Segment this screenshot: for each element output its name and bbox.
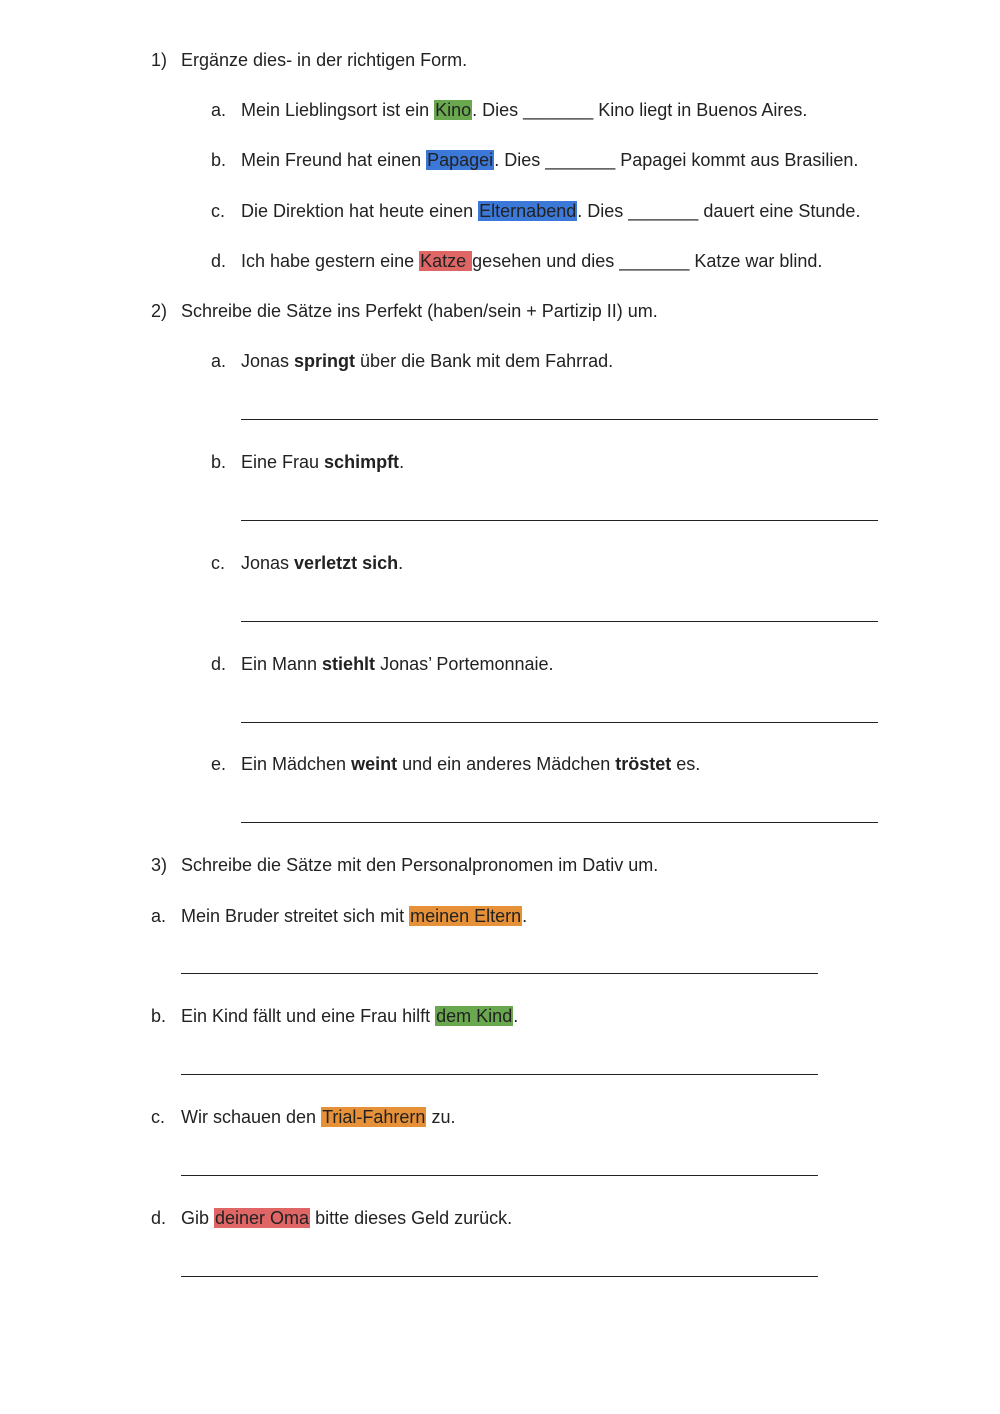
highlighted-term: Katze	[420, 251, 472, 271]
highlighted-term: Papagei	[427, 150, 494, 170]
section-3-item-c	[181, 1106, 455, 1128]
bold-verb: schimpft	[324, 452, 400, 472]
sentence-text: Eine Frau	[241, 452, 325, 472]
highlighted-term: deiner Oma	[215, 1208, 310, 1228]
highlighted-term: dem Kind	[436, 1006, 513, 1026]
section-1-item-c-letter: c.	[211, 201, 226, 221]
highlighted-term: Trial-Fahrern	[322, 1107, 426, 1127]
sentence-text: über die Bank mit dem Fahrrad.	[355, 351, 614, 371]
sentence-text: und ein anderes Mädchen	[397, 754, 616, 774]
answer-line-3c[interactable]	[181, 1175, 818, 1176]
section-3-instruction: Schreibe die Sätze mit den Personalpronomen im Dativ um.	[181, 855, 659, 875]
answer-line-2a[interactable]	[241, 419, 878, 420]
sentence-text: . Dies _______ Kino liegt in Buenos Aires.	[472, 100, 808, 120]
bold-verb: tröstet	[615, 754, 672, 774]
section-1-item-b-letter: b.	[211, 150, 227, 170]
sentence-text: .	[398, 553, 404, 573]
section-2-item-b-letter: b.	[211, 452, 227, 472]
highlighted-term: meinen Eltern	[410, 906, 522, 926]
section-1-item-a-letter: a.	[211, 100, 227, 120]
section-3-number: 3)	[151, 855, 168, 875]
section-3-item-d	[181, 1207, 512, 1229]
sentence-text: Mein Freund hat einen	[241, 150, 427, 170]
section-2-instruction: Schreibe die Sätze ins Perfekt (haben/sein + Partizip II) um.	[181, 301, 658, 321]
sentence-text: .	[522, 906, 528, 926]
section-1-item-d-letter: d.	[211, 251, 227, 271]
section-1-instruction: Ergänze dies- in der richtigen Form.	[181, 50, 468, 70]
section-3-item-d-letter: d.	[151, 1208, 167, 1228]
sentence-text: Mein Lieblingsort ist ein	[241, 100, 435, 120]
answer-line-3d[interactable]	[181, 1276, 818, 1277]
section-2-item-c-letter: c.	[211, 553, 226, 573]
answer-line-2d[interactable]	[241, 722, 878, 723]
bold-verb: springt	[294, 351, 356, 371]
answer-line-3b[interactable]	[181, 1074, 818, 1075]
sentence-text: . Dies _______ Papagei kommt aus Brasilien.	[494, 150, 859, 170]
sentence-text: .	[399, 452, 405, 472]
section-2-number: 2)	[151, 301, 168, 321]
section-1-item-b	[241, 149, 858, 171]
sentence-text: Jonas	[241, 351, 295, 371]
section-2-item-a-letter: a.	[211, 351, 227, 371]
bold-verb: weint	[351, 754, 398, 774]
section-1-item-c	[241, 200, 860, 222]
section-1-item-d	[241, 250, 822, 272]
sentence-text: zu.	[426, 1107, 456, 1127]
answer-line-2b[interactable]	[241, 520, 878, 521]
sentence-text: Jonas’ Portemonnaie.	[375, 654, 554, 674]
section-2-item-e-letter: e.	[211, 754, 227, 774]
section-3-item-b-letter: b.	[151, 1006, 167, 1026]
section-3-item-a-letter: a.	[151, 906, 167, 926]
sentence-text: Gib	[181, 1208, 215, 1228]
section-2-item-d	[241, 653, 554, 675]
section-3-item-a	[181, 905, 527, 927]
sentence-text: es.	[671, 754, 701, 774]
sentence-text: Ein Mädchen	[241, 754, 352, 774]
sentence-text: Jonas	[241, 553, 295, 573]
section-2-item-c	[241, 552, 403, 574]
highlighted-term: Kino	[435, 100, 472, 120]
bold-verb: verletzt sich	[294, 553, 399, 573]
section-2-item-e	[241, 753, 700, 775]
section-3-item-c-letter: c.	[151, 1107, 166, 1127]
highlighted-term: Elternabend	[479, 201, 577, 221]
sentence-text: Mein Bruder streitet sich mit	[181, 906, 410, 926]
sentence-text: Die Direktion hat heute einen	[241, 201, 479, 221]
sentence-text: Ein Mann	[241, 654, 323, 674]
answer-line-2e[interactable]	[241, 822, 878, 823]
section-3-item-b	[181, 1005, 518, 1027]
section-2-item-a	[241, 350, 613, 372]
sentence-text: bitte dieses Geld zurück.	[310, 1208, 513, 1228]
sentence-text: Ich habe gestern eine	[241, 251, 420, 271]
sentence-text: gesehen und dies _______ Katze war blind.	[472, 251, 823, 271]
section-2-item-d-letter: d.	[211, 654, 227, 674]
sentence-text: Wir schauen den	[181, 1107, 322, 1127]
answer-line-2c[interactable]	[241, 621, 878, 622]
section-1-item-a	[241, 99, 807, 121]
section-2-item-b	[241, 451, 404, 473]
sentence-text: . Dies _______ dauert eine Stunde.	[577, 201, 861, 221]
bold-verb: stiehlt	[322, 654, 376, 674]
sentence-text: .	[513, 1006, 519, 1026]
sentence-text: Ein Kind fällt und eine Frau hilft	[181, 1006, 436, 1026]
answer-line-3a[interactable]	[181, 973, 818, 974]
section-1-number: 1)	[151, 50, 168, 70]
